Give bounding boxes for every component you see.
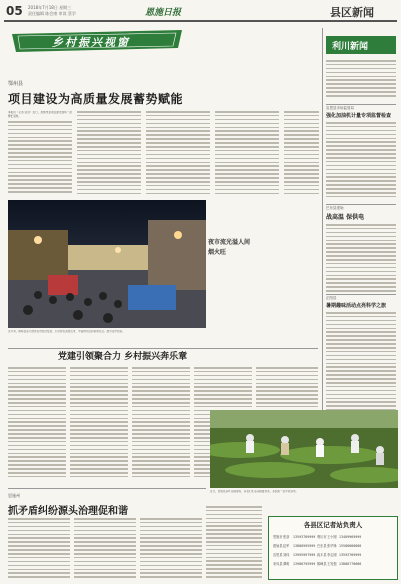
directory-cell-phone-left: 13995997999 bbox=[293, 553, 316, 557]
directory-cell-name-left: 谭明 bbox=[283, 562, 290, 566]
main-article-col5 bbox=[284, 111, 319, 199]
directory-table bbox=[273, 533, 393, 569]
night-market-photo bbox=[8, 200, 206, 328]
night-photo-caption-title: 夜市流光溢人间烟火旺 bbox=[208, 239, 251, 256]
directory-cell-name-right: 王发强 bbox=[327, 562, 337, 566]
main-article bbox=[8, 80, 318, 107]
directory-cell-phone-left: 13986795999 bbox=[293, 562, 316, 566]
night-market-image bbox=[8, 200, 206, 328]
tea-photo-caption: 近日，恩施县茶叶采摘现场，茶农们忙着采摘夏秋茶，茶园里一派丰收景象。 bbox=[210, 490, 299, 493]
directory-cell-county-left: 来凤县 bbox=[273, 562, 283, 566]
banner bbox=[12, 30, 184, 52]
right-article3-kicker: 正阳县 bbox=[326, 296, 337, 300]
directory-cell-phone-right: 13886776666 bbox=[339, 562, 362, 566]
main-article-col4 bbox=[215, 111, 279, 199]
bottom-article-col2 bbox=[74, 518, 136, 580]
right-article2-body bbox=[326, 224, 396, 294]
right-article1-body bbox=[326, 122, 396, 202]
main-article-col1 bbox=[8, 121, 72, 196]
party-article-col3 bbox=[132, 367, 190, 482]
section-title: 县区新闻 bbox=[330, 6, 374, 19]
directory-cell-name-left: 刘伟 bbox=[283, 553, 290, 557]
directory-cell-county-left: 建始县 bbox=[273, 544, 283, 548]
right-article2-title: 战高温 保供电 bbox=[326, 214, 365, 221]
main-article-col3 bbox=[146, 111, 210, 199]
directory-cell-county-left: 恩施市 bbox=[273, 535, 283, 539]
bottom-article-col1 bbox=[8, 518, 70, 580]
right-column-header bbox=[326, 36, 396, 54]
directory-cell-county-right: 咸丰县 bbox=[317, 553, 327, 557]
right-article2-kicker: 巴东县建始 bbox=[326, 206, 344, 210]
directory-row bbox=[273, 551, 393, 560]
right-column-intro bbox=[326, 60, 396, 102]
directory-row bbox=[273, 542, 393, 551]
directory-cell-phone-right: 13593769999 bbox=[339, 553, 362, 557]
tea-field-image bbox=[210, 410, 398, 488]
right-article1-kicker: 宣恩县市场监管局 bbox=[326, 106, 354, 110]
night-photo-caption: 近年来，鹤峰县着力推进夜市经济发展，打造特色美食夜市，丰富群众夜间消费生活。图为夜市街景。 bbox=[8, 330, 125, 333]
editor-line: 责任编辑 陈会康 审读 蔡学 bbox=[28, 11, 76, 16]
directory-box bbox=[268, 516, 398, 580]
right-article1-title: 强化加油机计量专项监督检查 bbox=[326, 113, 392, 119]
directory-title: 各县区记者站负责人 bbox=[303, 521, 363, 529]
bottom-article-title: 抓矛盾纠纷源头治理促和谐 bbox=[8, 506, 128, 517]
party-article-col1 bbox=[8, 367, 66, 482]
directory-cell-phone-right: 13469969999 bbox=[339, 535, 362, 539]
party-article-title: 党建引领聚合力 乡村振兴奔乐章 bbox=[58, 352, 188, 362]
directory-cell-phone-left: 13886995999 bbox=[293, 544, 316, 548]
directory-cell-phone-right: 15586666666 bbox=[339, 544, 362, 548]
tea-photo bbox=[210, 410, 398, 488]
bottom-article-col4 bbox=[206, 506, 262, 580]
banner-title: 乡村振兴视窗 bbox=[52, 36, 130, 49]
masthead-rule bbox=[4, 20, 397, 22]
directory-cell-county-right: 巴东县 bbox=[317, 544, 327, 548]
main-article-byline: 本报讯（记者 张剑）近日，恩施州县项目建设现场一派繁忙景象。 bbox=[8, 111, 72, 119]
bottom-article-col3 bbox=[140, 518, 202, 580]
directory-row bbox=[273, 533, 393, 542]
directory-cell-county-right: 利川市 bbox=[317, 535, 327, 539]
directory-cell-phone-left: 13593789999 bbox=[293, 535, 316, 539]
directory-cell-name-right: 张华锋 bbox=[327, 544, 337, 548]
divider-bottom bbox=[8, 488, 206, 489]
article-title: 项目建设为高质量发展蓄势赋能 bbox=[8, 92, 184, 106]
page-number: 05 bbox=[6, 4, 23, 18]
party-article-col2 bbox=[70, 367, 128, 482]
paper-name: 恩施日报 bbox=[145, 8, 182, 18]
main-article-col2 bbox=[77, 111, 141, 199]
right-col-rule-1 bbox=[326, 104, 396, 105]
directory-cell-name-left: 赵军 bbox=[283, 544, 290, 548]
date-line: 2018年7月18日 星期三 bbox=[28, 5, 72, 10]
directory-cell-name-left: 张剑 bbox=[283, 535, 290, 539]
right-col-rule-3 bbox=[326, 294, 396, 295]
directory-row bbox=[273, 560, 393, 569]
masthead bbox=[0, 0, 401, 22]
right-col-rule-2 bbox=[326, 204, 396, 205]
bottom-article-kicker: 恩施州 bbox=[8, 493, 20, 498]
directory-cell-name-right: 李志刚 bbox=[327, 553, 337, 557]
directory-cell-county-left: 宣恩县 bbox=[273, 553, 283, 557]
right-article3-title: 暑期趣味活动点亮科学之旅 bbox=[326, 303, 387, 309]
directory-cell-county-right: 鹤峰县 bbox=[317, 562, 327, 566]
directory-cell-name-right: 王小刚 bbox=[327, 535, 337, 539]
article-kicker: 鄂州县 bbox=[8, 81, 24, 87]
right-column-label: 利川新闻 bbox=[332, 42, 369, 52]
